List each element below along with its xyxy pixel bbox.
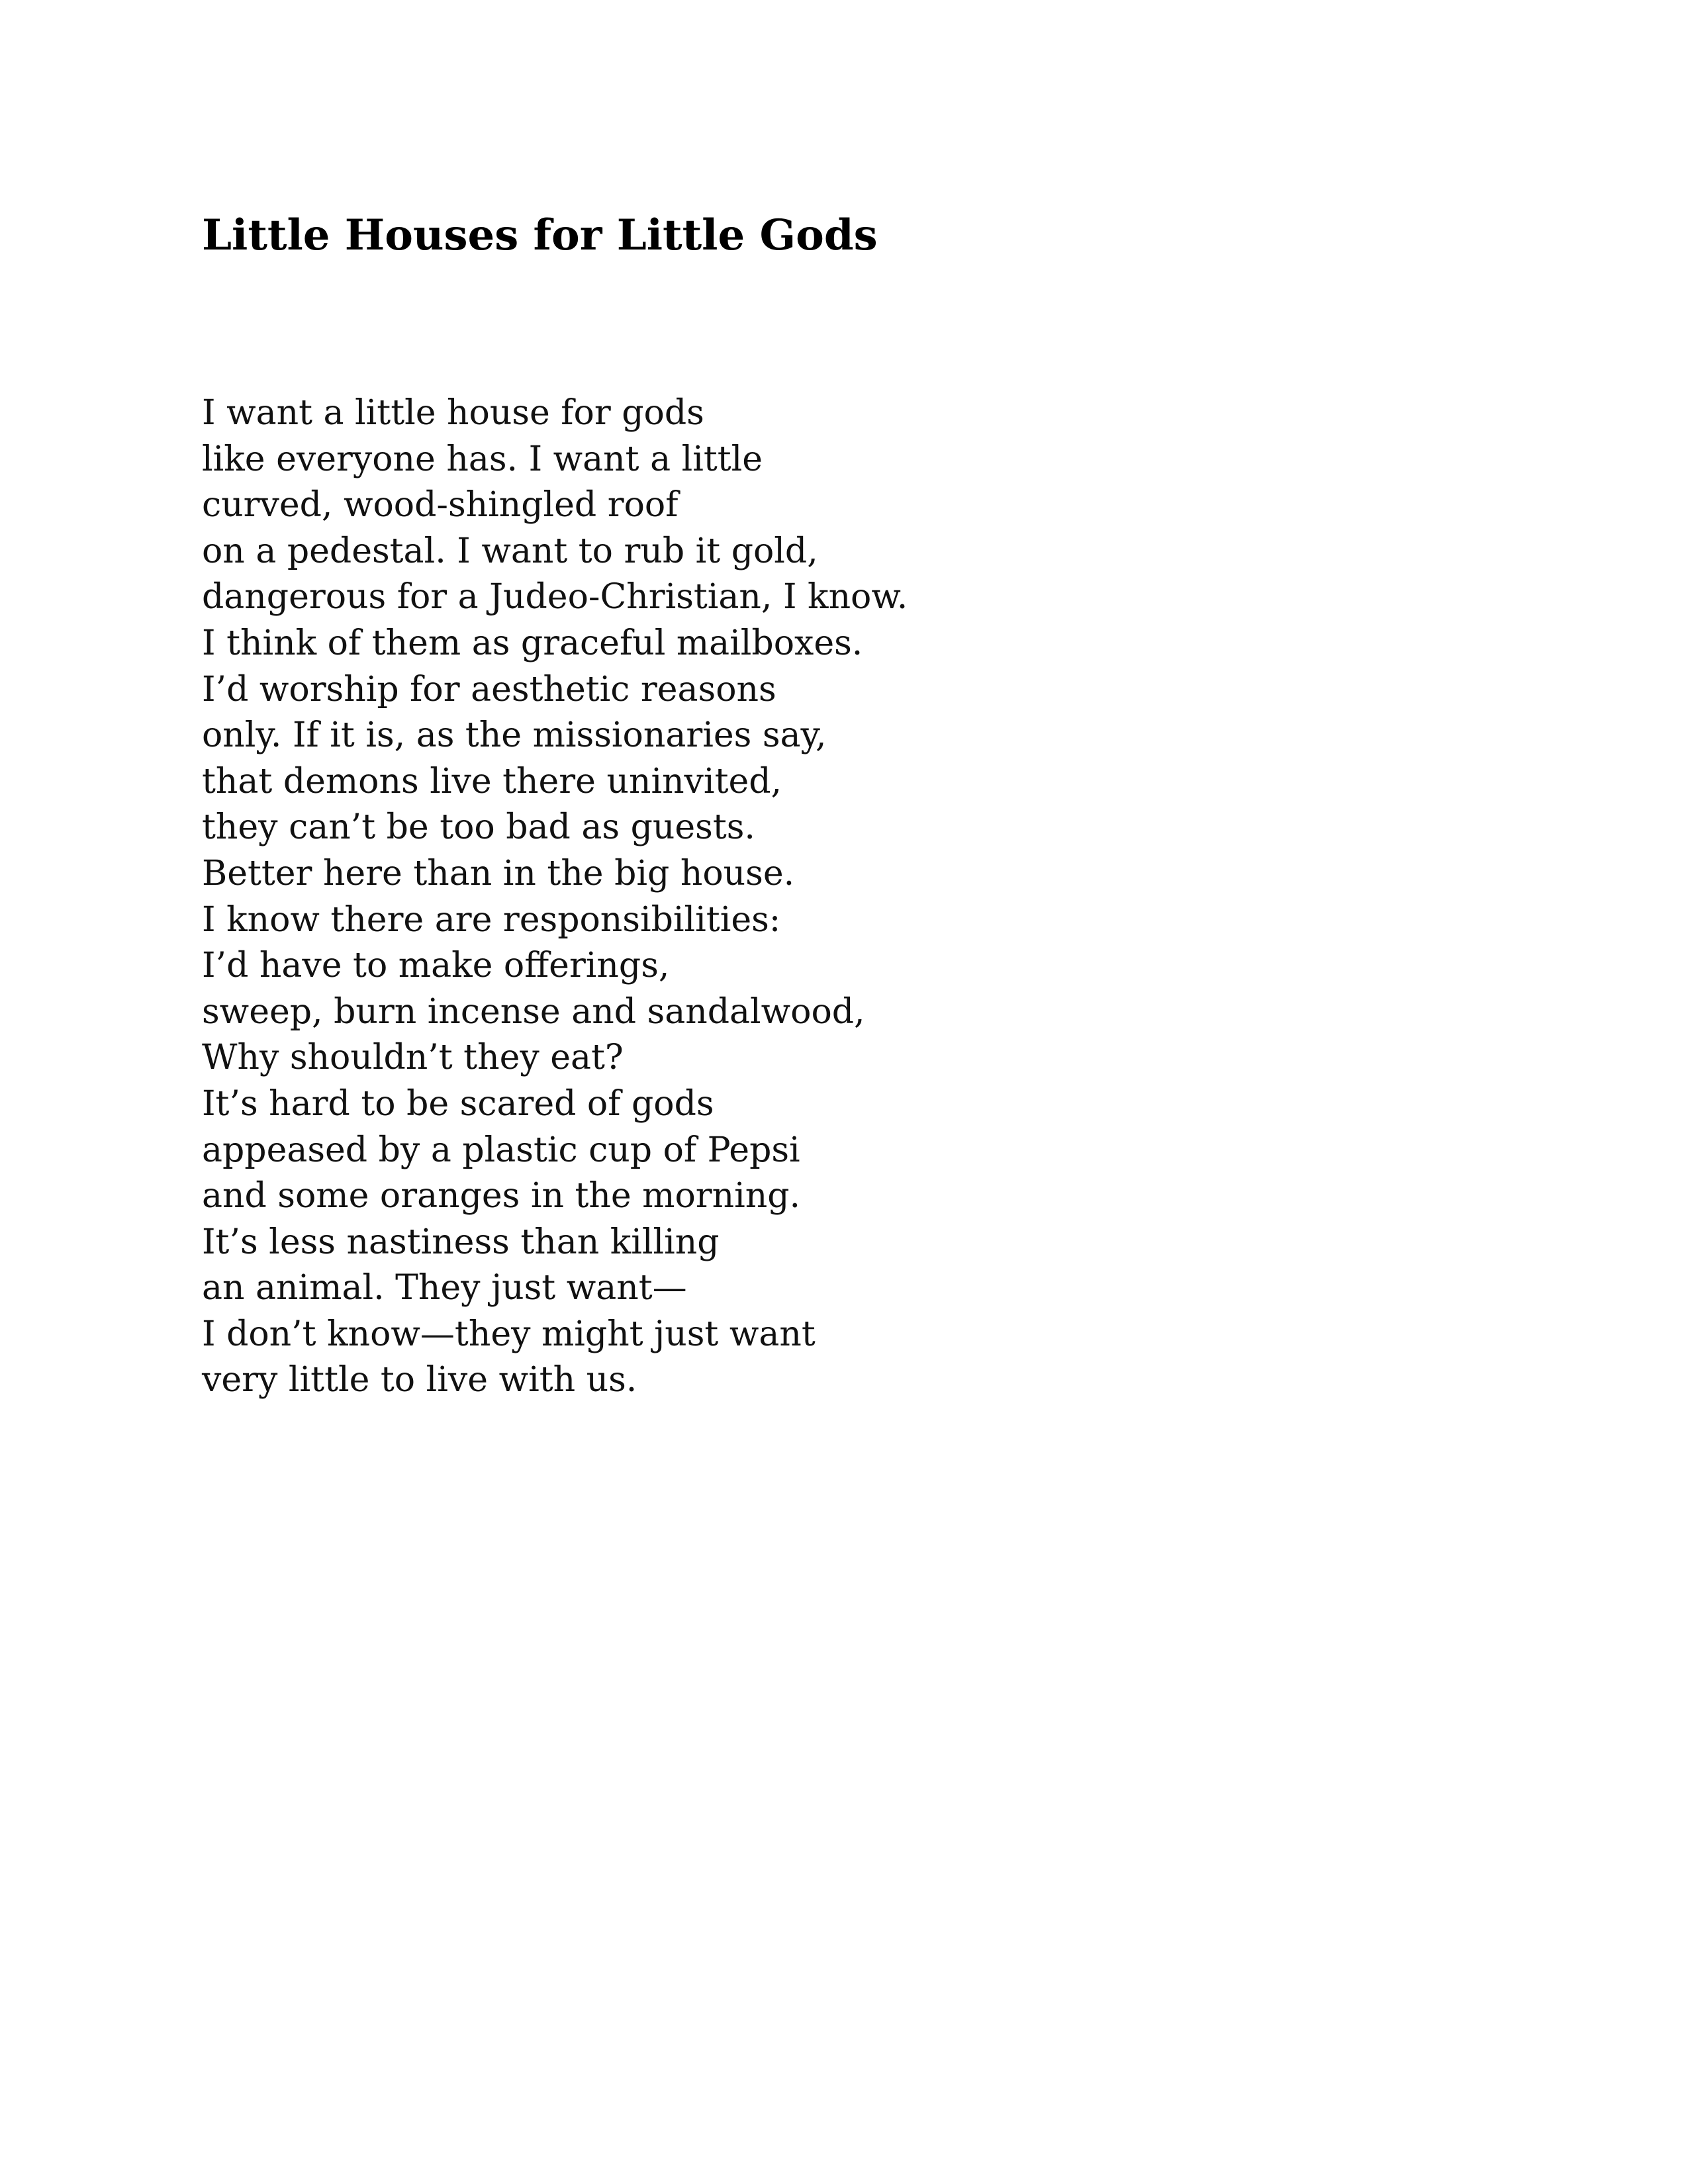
poem-line: It’s less nastiness than killing xyxy=(202,1222,720,1262)
poem-line: very little to live with us. xyxy=(202,1360,637,1400)
poem-line: and some oranges in the morning. xyxy=(202,1176,801,1216)
poem-line: only. If it is, as the missionaries say, xyxy=(202,715,827,756)
poem-line: they can’t be too bad as guests. xyxy=(202,807,755,848)
poem-line: I know there are responsibilities: xyxy=(202,899,781,940)
poem-line: that demons live there uninvited, xyxy=(202,761,782,801)
poem-body xyxy=(202,390,908,1404)
poem-line: curved, wood-shingled roof xyxy=(202,485,679,525)
poem-line: I think of them as graceful mailboxes. xyxy=(202,623,863,663)
poem-line: I don’t know—they might just want xyxy=(202,1314,816,1354)
poem-line: an animal. They just want— xyxy=(202,1268,687,1308)
poem-line: It’s hard to be scared of gods xyxy=(202,1083,714,1124)
poem-line: Why shouldn’t they eat? xyxy=(202,1038,624,1078)
poem-line: like everyone has. I want a little xyxy=(202,439,763,479)
poem-line: Better here than in the big house. xyxy=(202,853,795,893)
poem-line: appeased by a plastic cup of Pepsi xyxy=(202,1130,800,1170)
poem-line: I want a little house for gods xyxy=(202,393,704,433)
poem-title: Little Houses for Little Gods xyxy=(202,210,878,260)
poem-line: sweep, burn incense and sandalwood, xyxy=(202,991,865,1032)
poem-line: dangerous for a Judeo-Christian, I know. xyxy=(202,577,908,617)
poem-line: on a pedestal. I want to rub it gold, xyxy=(202,531,818,571)
poem-line: I’d worship for aesthetic reasons xyxy=(202,669,776,709)
poem-line: I’d have to make offerings, xyxy=(202,946,670,986)
